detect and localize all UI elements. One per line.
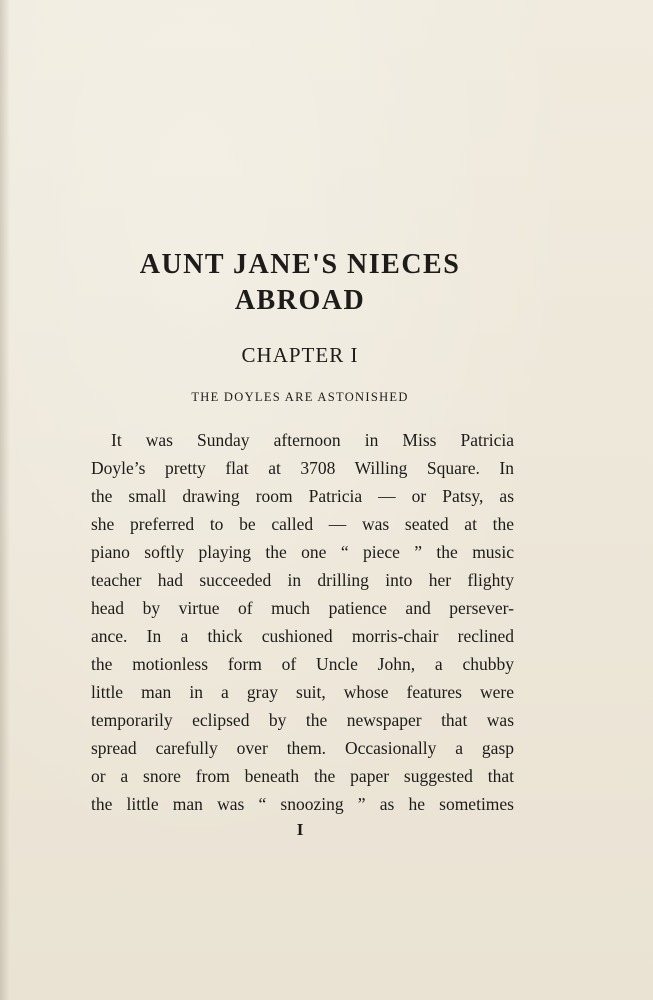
book-title-line-1: AUNT JANE'S NIECES (139, 249, 461, 280)
body-text-line: teacher had succeeded in drilling into her flighty (91, 570, 514, 590)
chapter-heading: CHAPTER I (241, 343, 359, 367)
body-text-line: piano softly playing the one “ piece ” the music (91, 542, 514, 562)
book-title-line-2: ABROAD (234, 285, 366, 316)
page-edge-shadow (0, 0, 10, 1000)
body-text-line: the little man was “ snoozing ” as he sometimes (91, 794, 514, 814)
body-text-line: Doyle’s pretty flat at 3708 Willing Square. In (91, 458, 514, 478)
body-text-line: temporarily eclipsed by the newspaper that was (91, 710, 514, 730)
body-text-line: ance. In a thick cushioned morris-chair reclined (91, 626, 514, 646)
body-text-line: head by virtue of much patience and persever- (91, 598, 514, 618)
chapter-subtitle: THE DOYLES ARE ASTONISHED (191, 390, 409, 404)
body-text-line: spread carefully over them. Occasionally a gasp (91, 738, 514, 758)
body-text-line: she preferred to be called — was seated at the (91, 514, 514, 534)
body-text-line: the small drawing room Patricia — or Patsy, as (91, 486, 514, 506)
body-text-line: little man in a gray suit, whose features were (91, 682, 514, 702)
body-text-line: It was Sunday afternoon in Miss Patricia (111, 430, 514, 450)
page-number: I (296, 820, 304, 839)
body-text-line: or a snore from beneath the paper suggested that (91, 766, 514, 786)
body-text-line: the motionless form of Uncle John, a chubby (91, 654, 514, 674)
